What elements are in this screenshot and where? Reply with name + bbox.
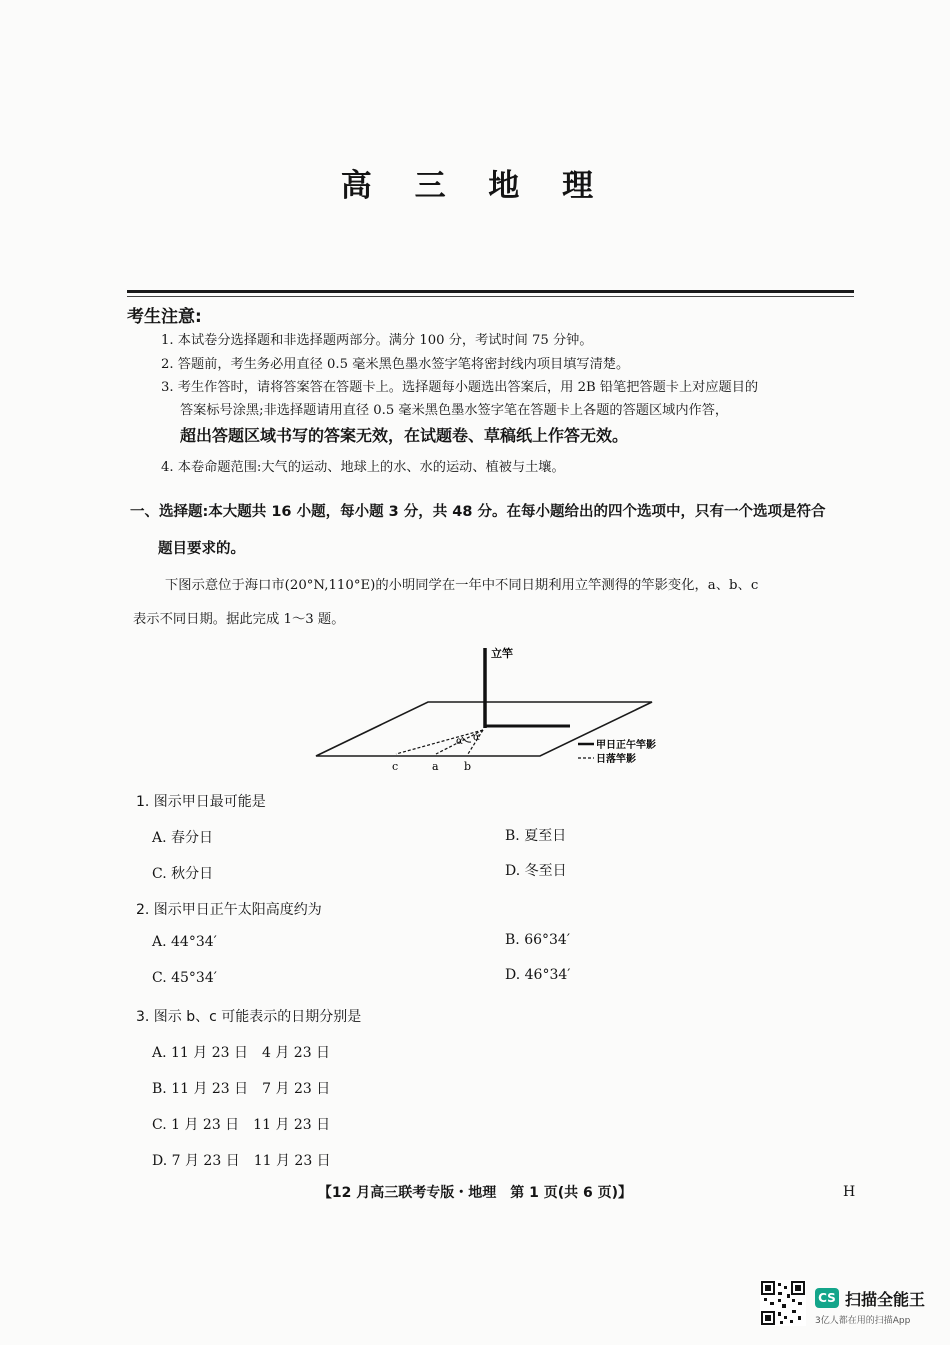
point-label-b: b [464,760,472,773]
question-2-option-c: C. 45°34′ [152,970,217,986]
header-rule-thin [127,296,854,297]
qr-code-icon [760,1280,806,1326]
page-code: H [843,1184,856,1200]
question-2-option-d: D. 46°34′ [505,967,571,983]
question-2-stem: 2. 图示甲日正午太阳高度约为 [136,902,322,918]
angle-label-1: α [456,736,463,747]
question-1-option-c: C. 秋分日 [152,866,214,882]
camscanner-logo-icon: CS [815,1288,839,1308]
header-rule-thick [127,290,854,293]
intro-line-1: 下图示意位于海口市(20°N,110°E)的小明同学在一年中不同日期利用立竿测得的竿影变化，a、b、c [165,578,759,593]
question-1-stem: 1. 图示甲日最可能是 [136,794,266,810]
question-3-option-a: A. 11 月 23 日 4 月 23 日 [152,1045,331,1061]
camscanner-slogan: 3亿人都在用的扫描App [815,1316,911,1326]
legend-dashed-label: 日落竿影 [596,754,636,765]
notice-item-2: 2. 答题前，考生务必用直径 0.5 毫米黑色墨水签字笔将密封线内项目填写清楚。 [161,357,630,372]
page-footer: 【12 月高三联考专版・地理 第 1 页(共 6 页)】 [317,1185,633,1201]
point-label-a: a [432,760,439,773]
point-label-c: c [392,760,399,773]
shadow-diagram [300,640,700,780]
question-3-option-c: C. 1 月 23 日 11 月 23 日 [152,1117,331,1133]
camscanner-brand: 扫描全能王 [845,1290,926,1309]
legend-solid-label: 甲日正午竿影 [596,740,656,751]
section-heading: 一、选择题:本大题共 16 小题，每小题 3 分，共 48 分。在每小题给出的四个选项中，只有一个选项是符合 [130,504,826,520]
question-1-option-d: D. 冬至日 [505,863,567,879]
notice-item-3: 3. 考生作答时，请将答案答在答题卡上。选择题每小题选出答案后，用 2B 铅笔把答题卡上对应题目的 [161,380,759,395]
notice-item-3-emphasis: 超出答题区域书写的答案无效，在试题卷、草稿纸上作答无效。 [180,426,629,445]
question-1-option-a: A. 春分日 [152,830,214,846]
intro-line-2: 表示不同日期。据此完成 1～3 题。 [133,612,345,627]
notice-item-3-cont: 答案标号涂黑;非选择题请用直径 0.5 毫米黑色墨水签字笔在答题卡上各题的答题区域内作答， [180,403,729,418]
question-3-option-d: D. 7 月 23 日 11 月 23 日 [152,1153,331,1169]
angle-label-2: α [473,732,480,743]
notice-item-1: 1. 本试卷分选择题和非选择题两部分。满分 100 分，考试时间 75 分钟。 [161,333,593,348]
section-heading-cont: 题目要求的。 [158,541,245,557]
question-1-option-b: B. 夏至日 [505,828,567,844]
page-title: 高 三 地 理 [340,168,610,204]
question-2-option-b: B. 66°34′ [505,932,570,948]
notice-item-4: 4. 本卷命题范围:大气的运动、地球上的水、水的运动、植被与土壤。 [161,460,565,475]
question-3-option-b: B. 11 月 23 日 7 月 23 日 [152,1081,331,1097]
pole-label: 立竿 [491,647,513,660]
question-2-option-a: A. 44°34′ [152,934,217,950]
notice-heading: 考生注意: [127,307,202,327]
question-3-stem: 3. 图示 b、c 可能表示的日期分别是 [136,1009,362,1025]
